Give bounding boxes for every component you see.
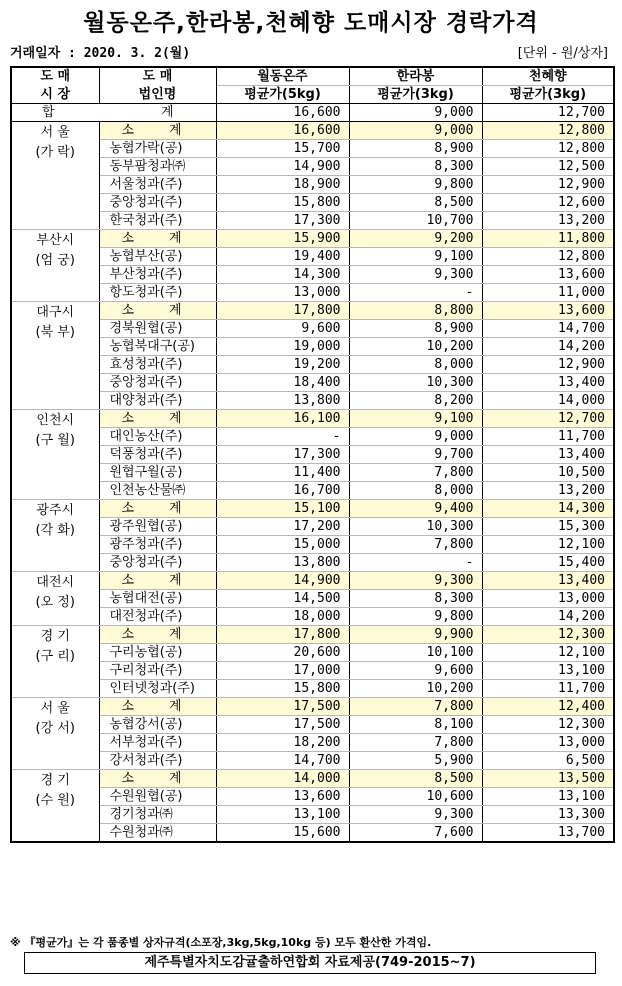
subtotal-row xyxy=(11,410,614,428)
price-cell: 13,100 xyxy=(482,788,614,806)
market-name-line: 경 기 xyxy=(40,629,70,644)
table-row xyxy=(11,338,614,356)
corp-name: 농협가락(공) xyxy=(99,140,216,158)
price-cell: 8,000 xyxy=(349,482,482,500)
table-row xyxy=(11,158,614,176)
price-cell: 13,600 xyxy=(482,302,614,320)
table-row xyxy=(11,194,614,212)
price-cell: 12,800 xyxy=(482,122,614,140)
market-name-line: (가 락) xyxy=(35,145,75,160)
market-cell xyxy=(11,302,99,410)
table-row xyxy=(11,734,614,752)
header-col3: 천혜향 xyxy=(482,67,614,86)
price-cell: 13,400 xyxy=(482,446,614,464)
market-cell xyxy=(11,572,99,626)
corp-name: 중앙청과(주) xyxy=(99,194,216,212)
corp-name: 농협부산(공) xyxy=(99,248,216,266)
corp-name: 경기청과㈜ xyxy=(99,806,216,824)
price-cell: 17,300 xyxy=(216,446,349,464)
corp-name: 대양청과(주) xyxy=(99,392,216,410)
table-row xyxy=(11,374,614,392)
subtotal-row xyxy=(11,302,614,320)
price-cell: 8,900 xyxy=(349,140,482,158)
price-cell: 14,300 xyxy=(216,266,349,284)
price-cell: 11,400 xyxy=(216,464,349,482)
price-cell: 9,000 xyxy=(349,428,482,446)
table-row xyxy=(11,788,614,806)
price-cell: 17,000 xyxy=(216,662,349,680)
table-row xyxy=(11,248,614,266)
price-cell: 14,000 xyxy=(216,770,349,788)
price-cell: 8,100 xyxy=(349,716,482,734)
price-cell: 13,600 xyxy=(216,788,349,806)
corp-name: 대인농산(주) xyxy=(99,428,216,446)
table-row xyxy=(11,752,614,770)
header-avg1: 평균가(5kg) xyxy=(216,86,349,104)
price-cell: 12,300 xyxy=(482,716,614,734)
price-cell: 15,700 xyxy=(216,140,349,158)
market-cell xyxy=(11,500,99,572)
subtotal-row xyxy=(11,572,614,590)
price-cell: 13,800 xyxy=(216,554,349,572)
header-market-2: 시 장 xyxy=(11,86,99,104)
market-name-line: (엄 궁) xyxy=(35,253,75,268)
price-cell: 14,900 xyxy=(216,572,349,590)
price-cell: 17,500 xyxy=(216,716,349,734)
subtotal-label: 소 계 xyxy=(99,302,216,320)
price-cell: 13,100 xyxy=(482,662,614,680)
price-cell: 15,800 xyxy=(216,680,349,698)
price-cell: 12,100 xyxy=(482,644,614,662)
market-name-line: (강 서) xyxy=(35,721,75,736)
footnote: ※ 『평균가』는 각 품종별 상자규격(소포장,3kg,5kg,10kg 등) 모두 환산한 가격임. xyxy=(10,936,432,949)
market-name-line: 경 기 xyxy=(40,773,70,788)
price-cell: 12,300 xyxy=(482,626,614,644)
subtotal-label: 소 계 xyxy=(99,410,216,428)
price-cell: 12,700 xyxy=(482,410,614,428)
corp-name: 강서청과(주) xyxy=(99,752,216,770)
market-name-line: (수 원) xyxy=(35,793,75,808)
price-cell: 6,500 xyxy=(482,752,614,770)
market-name-line: 서 울 xyxy=(40,125,70,140)
price-cell: 17,800 xyxy=(216,302,349,320)
price-cell: 8,000 xyxy=(349,356,482,374)
price-cell: 11,800 xyxy=(482,230,614,248)
price-cell: 15,900 xyxy=(216,230,349,248)
subtotal-label: 소 계 xyxy=(99,500,216,518)
market-name-line: 부산시 xyxy=(36,233,75,248)
price-cell: 11,700 xyxy=(482,680,614,698)
price-cell: 15,000 xyxy=(216,536,349,554)
price-cell: 16,100 xyxy=(216,410,349,428)
subtotal-row xyxy=(11,770,614,788)
table-row xyxy=(11,482,614,500)
price-cell: 10,200 xyxy=(349,338,482,356)
total-row xyxy=(11,104,614,122)
table-row xyxy=(11,608,614,626)
price-cell: 11,000 xyxy=(482,284,614,302)
price-cell: 13,000 xyxy=(482,734,614,752)
table-row xyxy=(11,518,614,536)
price-cell: 17,200 xyxy=(216,518,349,536)
price-cell: 17,500 xyxy=(216,698,349,716)
price-cell: 15,300 xyxy=(482,518,614,536)
price-cell: 14,500 xyxy=(216,590,349,608)
subtotal-row xyxy=(11,230,614,248)
price-cell: 12,800 xyxy=(482,140,614,158)
corp-name: 한국청과(주) xyxy=(99,212,216,230)
market-cell xyxy=(11,770,99,843)
corp-name: 농협대전(공) xyxy=(99,590,216,608)
price-cell: 17,800 xyxy=(216,626,349,644)
price-cell: 9,900 xyxy=(349,626,482,644)
table-row xyxy=(11,464,614,482)
price-cell: 13,800 xyxy=(216,392,349,410)
price-cell: 14,900 xyxy=(216,158,349,176)
subtotal-label: 소 계 xyxy=(99,572,216,590)
table-row xyxy=(11,644,614,662)
table-row xyxy=(11,266,614,284)
price-cell: 20,600 xyxy=(216,644,349,662)
price-cell: 16,600 xyxy=(216,122,349,140)
price-cell: 10,300 xyxy=(349,374,482,392)
price-cell: 7,600 xyxy=(349,824,482,843)
price-cell: 9,100 xyxy=(349,410,482,428)
total-value-3: 12,700 xyxy=(482,104,614,122)
table-row xyxy=(11,140,614,158)
header-avg2: 평균가(3kg) xyxy=(349,86,482,104)
table-row xyxy=(11,662,614,680)
corp-name: 인천농산물㈜ xyxy=(99,482,216,500)
market-name-line: (구 월) xyxy=(35,433,75,448)
price-cell: 15,400 xyxy=(482,554,614,572)
table-row xyxy=(11,806,614,824)
subtotal-row xyxy=(11,500,614,518)
price-cell: 7,800 xyxy=(349,734,482,752)
table-row xyxy=(11,590,614,608)
price-cell: 9,600 xyxy=(349,662,482,680)
market-cell xyxy=(11,698,99,770)
price-cell: 10,500 xyxy=(482,464,614,482)
price-cell: 15,600 xyxy=(216,824,349,843)
price-cell: 14,200 xyxy=(482,608,614,626)
market-name-line: (구 리) xyxy=(35,649,75,664)
price-table xyxy=(10,66,615,843)
price-cell: 9,700 xyxy=(349,446,482,464)
table-row xyxy=(11,824,614,843)
source-box: 제주특별자치도감귤출하연합회 자료제공(749-2015~7) xyxy=(24,952,596,974)
corp-name: 부산청과(주) xyxy=(99,266,216,284)
total-label: 합 계 xyxy=(11,104,216,122)
header-row-2 xyxy=(11,86,614,104)
price-cell: 8,500 xyxy=(349,194,482,212)
market-cell xyxy=(11,410,99,500)
table-row xyxy=(11,680,614,698)
market-cell xyxy=(11,122,99,230)
price-cell: 12,900 xyxy=(482,356,614,374)
meta-bar xyxy=(10,42,608,60)
header-corp: 도 매 xyxy=(99,67,216,86)
price-cell: 9,300 xyxy=(349,806,482,824)
table-row xyxy=(11,428,614,446)
price-cell: 9,300 xyxy=(349,266,482,284)
corp-name: 항도청과(주) xyxy=(99,284,216,302)
price-cell: 5,900 xyxy=(349,752,482,770)
price-cell: 18,400 xyxy=(216,374,349,392)
corp-name: 광주청과(주) xyxy=(99,536,216,554)
price-cell: 9,000 xyxy=(349,122,482,140)
table-row xyxy=(11,554,614,572)
price-cell: 18,900 xyxy=(216,176,349,194)
price-cell: 14,700 xyxy=(482,320,614,338)
table-row xyxy=(11,320,614,338)
price-cell: 13,500 xyxy=(482,770,614,788)
corp-name: 서울청과(주) xyxy=(99,176,216,194)
table-row xyxy=(11,212,614,230)
market-name-line: 광주시 xyxy=(36,503,75,518)
price-cell: 19,200 xyxy=(216,356,349,374)
corp-name: 덕풍청과(주) xyxy=(99,446,216,464)
corp-name: 중앙청과(주) xyxy=(99,554,216,572)
subtotal-row xyxy=(11,122,614,140)
corp-name: 수원청과㈜ xyxy=(99,824,216,843)
price-cell: 13,600 xyxy=(482,266,614,284)
price-cell: 7,800 xyxy=(349,464,482,482)
table-row xyxy=(11,176,614,194)
price-cell: 10,300 xyxy=(349,518,482,536)
corp-name: 광주원협(공) xyxy=(99,518,216,536)
price-cell: 13,000 xyxy=(482,590,614,608)
market-name-line: (북 부) xyxy=(35,325,75,340)
table-row xyxy=(11,392,614,410)
price-cell: 8,200 xyxy=(349,392,482,410)
price-cell: 12,500 xyxy=(482,158,614,176)
header-avg3: 평균가(3kg) xyxy=(482,86,614,104)
table-row xyxy=(11,446,614,464)
price-cell: - xyxy=(349,554,482,572)
market-name-line: 서 울 xyxy=(40,701,70,716)
header-col2: 한라봉 xyxy=(349,67,482,86)
price-cell: - xyxy=(216,428,349,446)
market-cell xyxy=(11,626,99,698)
price-cell: 8,500 xyxy=(349,770,482,788)
price-cell: 15,100 xyxy=(216,500,349,518)
corp-name: 원협구월(공) xyxy=(99,464,216,482)
trade-date: 거래일자 : 2020. 3. 2(월) xyxy=(10,46,191,61)
price-cell: 10,100 xyxy=(349,644,482,662)
corp-name: 대전청과(주) xyxy=(99,608,216,626)
subtotal-label: 소 계 xyxy=(99,122,216,140)
corp-name: 농협강서(공) xyxy=(99,716,216,734)
price-cell: 9,100 xyxy=(349,248,482,266)
price-cell: 13,200 xyxy=(482,212,614,230)
price-cell: 9,200 xyxy=(349,230,482,248)
price-cell: 16,700 xyxy=(216,482,349,500)
subtotal-label: 소 계 xyxy=(99,770,216,788)
market-name-line: 대구시 xyxy=(36,305,75,320)
price-cell: 9,800 xyxy=(349,608,482,626)
price-cell: 12,800 xyxy=(482,248,614,266)
market-name-line: 인천시 xyxy=(36,413,75,428)
market-cell xyxy=(11,230,99,302)
table-row xyxy=(11,716,614,734)
price-cell: 19,400 xyxy=(216,248,349,266)
price-cell: 9,300 xyxy=(349,572,482,590)
price-cell: 17,300 xyxy=(216,212,349,230)
price-cell: 9,600 xyxy=(216,320,349,338)
header-corp-2: 법인명 xyxy=(99,86,216,104)
subtotal-label: 소 계 xyxy=(99,626,216,644)
price-cell: 9,400 xyxy=(349,500,482,518)
corp-name: 동부팜청과㈜ xyxy=(99,158,216,176)
market-name-line: 대전시 xyxy=(36,575,75,590)
header-row-1 xyxy=(11,67,614,86)
price-cell: 13,400 xyxy=(482,374,614,392)
price-cell: 8,300 xyxy=(349,158,482,176)
page-title: 월동온주,한라봉,천혜향 도매시장 경락가격 xyxy=(83,10,539,36)
price-cell: 10,600 xyxy=(349,788,482,806)
header-col1: 월동온주 xyxy=(216,67,349,86)
price-cell: - xyxy=(349,284,482,302)
price-cell: 13,000 xyxy=(216,284,349,302)
price-cell: 8,300 xyxy=(349,590,482,608)
corp-name: 농협북대구(공) xyxy=(99,338,216,356)
header-market: 도 매 xyxy=(11,67,99,86)
market-name-line: (각 화) xyxy=(35,523,75,538)
corp-name: 경북원협(공) xyxy=(99,320,216,338)
price-cell: 19,000 xyxy=(216,338,349,356)
price-cell: 18,200 xyxy=(216,734,349,752)
price-cell: 12,900 xyxy=(482,176,614,194)
table-row xyxy=(11,536,614,554)
subtotal-label: 소 계 xyxy=(99,698,216,716)
subtotal-row xyxy=(11,626,614,644)
price-cell: 10,200 xyxy=(349,680,482,698)
price-cell: 18,000 xyxy=(216,608,349,626)
price-cell: 15,800 xyxy=(216,194,349,212)
subtotal-label: 소 계 xyxy=(99,230,216,248)
price-cell: 13,700 xyxy=(482,824,614,843)
price-cell: 8,900 xyxy=(349,320,482,338)
price-cell: 13,100 xyxy=(216,806,349,824)
price-cell: 9,800 xyxy=(349,176,482,194)
subtotal-row xyxy=(11,698,614,716)
price-cell: 7,800 xyxy=(349,536,482,554)
price-cell: 13,300 xyxy=(482,806,614,824)
price-cell: 14,700 xyxy=(216,752,349,770)
price-cell: 14,000 xyxy=(482,392,614,410)
corp-name: 구리농협(공) xyxy=(99,644,216,662)
price-cell: 10,700 xyxy=(349,212,482,230)
table-row xyxy=(11,284,614,302)
corp-name: 효성청과(주) xyxy=(99,356,216,374)
price-cell: 12,100 xyxy=(482,536,614,554)
price-cell: 12,400 xyxy=(482,698,614,716)
table-row xyxy=(11,356,614,374)
price-cell: 8,800 xyxy=(349,302,482,320)
price-cell: 14,200 xyxy=(482,338,614,356)
corp-name: 구리청과(주) xyxy=(99,662,216,680)
unit-label: [단위 - 원/상자] xyxy=(517,46,608,61)
total-value-1: 16,600 xyxy=(216,104,349,122)
price-cell: 11,700 xyxy=(482,428,614,446)
corp-name: 중앙청과(주) xyxy=(99,374,216,392)
market-name-line: (오 정) xyxy=(35,595,75,610)
price-cell: 12,600 xyxy=(482,194,614,212)
total-value-2: 9,000 xyxy=(349,104,482,122)
price-cell: 14,300 xyxy=(482,500,614,518)
price-cell: 13,400 xyxy=(482,572,614,590)
price-cell: 13,200 xyxy=(482,482,614,500)
corp-name: 서부청과(주) xyxy=(99,734,216,752)
corp-name: 수원원협(공) xyxy=(99,788,216,806)
corp-name: 인터넷청과(주) xyxy=(99,680,216,698)
price-cell: 7,800 xyxy=(349,698,482,716)
